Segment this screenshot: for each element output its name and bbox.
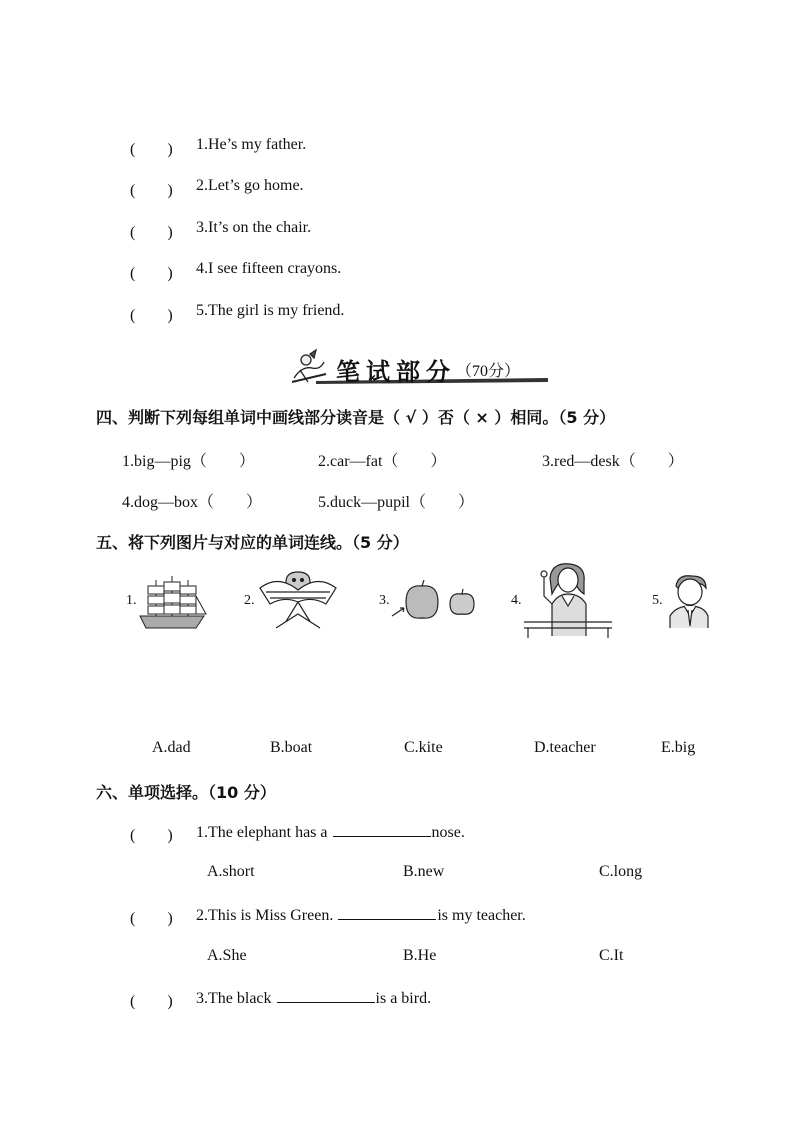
picture-number-2: 2. [244, 593, 255, 608]
answer-paren[interactable]: ( ) [130, 307, 173, 324]
teacher-icon[interactable] [522, 560, 614, 640]
answer-paren[interactable]: ( ) [130, 827, 173, 844]
picture-number-3: 3. [379, 593, 390, 608]
answer-paren[interactable]: ( ) [130, 224, 173, 241]
section-4-item-1[interactable]: 1.big—pig（ ） [122, 453, 255, 470]
section-5-heading: 五、将下列图片与对应的单词连线。（5 分） [96, 533, 409, 552]
answer-paren[interactable]: ( ) [130, 993, 173, 1010]
answer-blank[interactable] [333, 822, 431, 837]
answer-paren[interactable]: ( ) [130, 141, 173, 158]
listening-item-2: 2.Let’s go home. [196, 177, 304, 194]
boy-icon[interactable] [664, 572, 712, 630]
question-1 [196, 822, 465, 842]
question-1-text: 1.The elephant has a [196, 824, 332, 841]
match-word-d[interactable]: D.teacher [534, 739, 596, 756]
answer-blank[interactable] [277, 988, 375, 1003]
answer-blank[interactable] [338, 905, 436, 920]
question-3 [196, 988, 431, 1008]
banner-title: 笔试部分 [336, 358, 456, 386]
written-part-banner [286, 348, 554, 388]
question-3-tail: is a bird. [375, 990, 432, 1007]
section-4-heading: 四、判断下列每组单词中画线部分读音是（ √ ）否（ × ）相同。（5 分） [96, 408, 616, 427]
section-6-heading: 六、单项选择。（10 分） [96, 783, 276, 802]
match-word-a[interactable]: A.dad [152, 739, 191, 756]
listening-item-3: 3.It’s on the chair. [196, 219, 312, 236]
banner-score: （70分） [456, 363, 521, 380]
q1-option-b[interactable]: B.new [403, 863, 445, 880]
question-2-tail: is my teacher. [437, 907, 526, 924]
question-2-text: 2.This is Miss Green. [196, 907, 338, 924]
section-4-item-2[interactable]: 2.car—fat（ ） [318, 453, 447, 470]
answer-paren[interactable]: ( ) [130, 182, 173, 199]
q2-option-a[interactable]: A.She [207, 947, 247, 964]
listening-item-1: 1.He’s my father. [196, 136, 307, 153]
section-4-item-4[interactable]: 4.dog—box（ ） [122, 494, 263, 511]
question-1-tail: nose. [431, 824, 465, 841]
match-word-e[interactable]: E.big [661, 739, 696, 756]
question-2 [196, 905, 526, 925]
answer-paren[interactable]: ( ) [130, 910, 173, 927]
section-4-item-5[interactable]: 5.duck—pupil（ ） [318, 494, 474, 511]
kite-icon[interactable] [256, 568, 340, 632]
q1-option-c[interactable]: C.long [599, 863, 643, 880]
listening-item-5: 5.The girl is my friend. [196, 302, 345, 319]
q1-option-a[interactable]: A.short [207, 863, 255, 880]
q2-option-c[interactable]: C.It [599, 947, 624, 964]
answer-paren[interactable]: ( ) [130, 265, 173, 282]
picture-number-5: 5. [652, 593, 663, 608]
picture-number-4: 4. [511, 593, 522, 608]
question-3-text: 3.The black [196, 990, 276, 1007]
listening-item-4: 4.I see fifteen crayons. [196, 260, 342, 277]
match-word-c[interactable]: C.kite [404, 739, 443, 756]
ship-icon[interactable] [136, 574, 208, 630]
q2-option-b[interactable]: B.He [403, 947, 437, 964]
match-word-b[interactable]: B.boat [270, 739, 313, 756]
section-4-item-3[interactable]: 3.red—desk（ ） [542, 453, 684, 470]
apples-icon[interactable] [390, 580, 476, 624]
picture-number-1: 1. [126, 593, 137, 608]
